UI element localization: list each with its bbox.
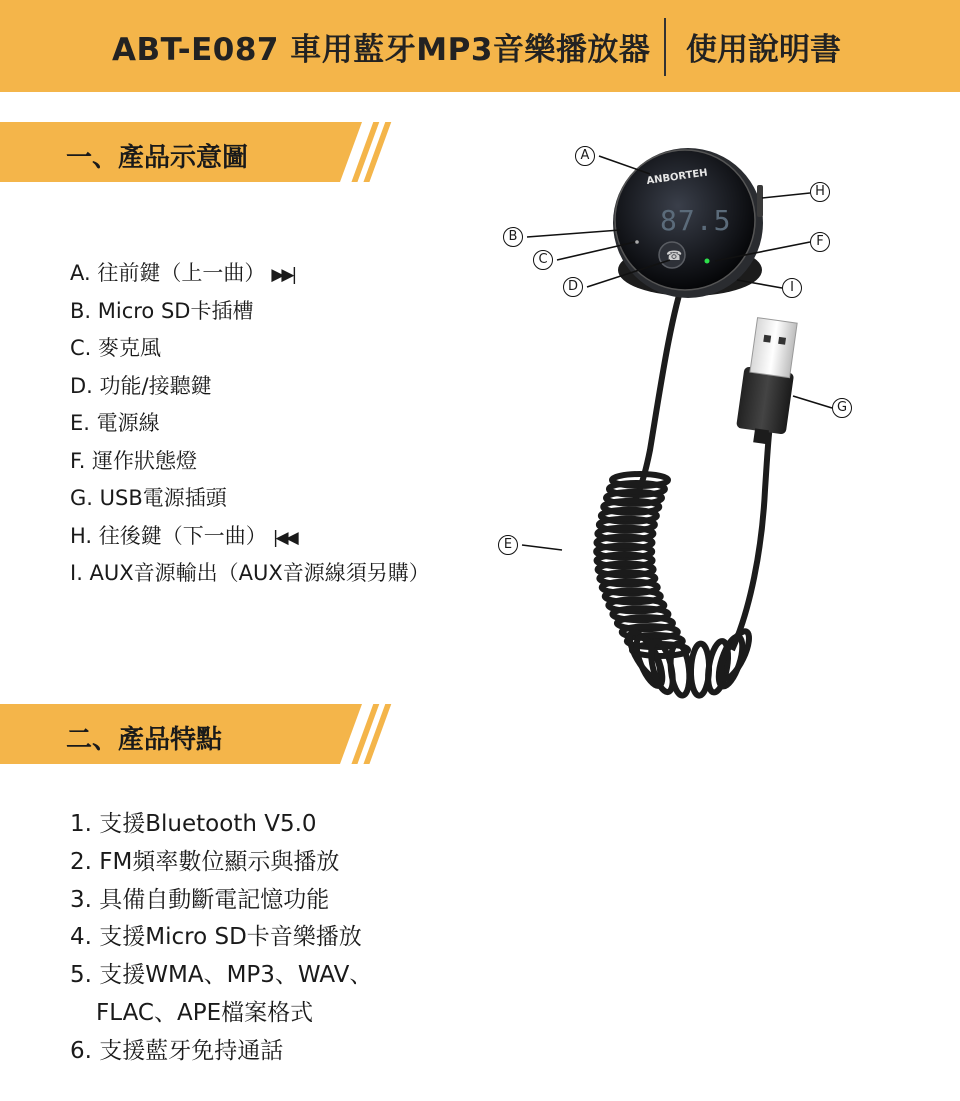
section-title: 二、產品特點 <box>66 725 223 755</box>
part-item: I. AUX音源輸出（AUX音源線須另購） <box>70 561 430 585</box>
header-banner <box>0 0 960 92</box>
prev-track-key <box>757 185 763 217</box>
part-item: D. 功能/接聽鍵 <box>70 373 212 398</box>
features-list <box>70 806 372 1071</box>
document-title: ABT-E087 車用藍牙MP3音樂播放器 <box>112 32 651 68</box>
callout-i: I <box>782 278 802 298</box>
callout-c: C <box>533 250 553 270</box>
feature-item: 2. FM頻率數位顯示與播放 <box>70 848 340 875</box>
coiled-cable <box>596 474 754 696</box>
feature-item: 3. 具備自動斷電記憶功能 <box>70 886 330 913</box>
brand-logo: ANBORTEH <box>645 167 709 187</box>
usb-plug <box>734 317 801 447</box>
section-heading-features <box>0 704 395 764</box>
callout-g: G <box>832 398 852 418</box>
section-title: 一、產品示意圖 <box>66 143 249 173</box>
feature-item: 6. 支援藍牙免持通話 <box>70 1037 284 1064</box>
document-subtitle: 使用說明書 <box>686 32 841 68</box>
next-track-icon: ▶▶| <box>271 265 295 285</box>
product-diagram <box>500 130 860 710</box>
callout-h: H <box>810 182 830 202</box>
bluetooth-device <box>613 148 763 298</box>
previous-track-icon: |◀◀ <box>272 527 296 548</box>
part-item: A. 往前鍵（上一曲） ▶▶| <box>70 261 295 285</box>
part-item: E. 電源線 <box>70 411 160 435</box>
feature-item: 5. 支援WMA、MP3、WAV、 FLAC、APE檔案格式 <box>70 962 373 1026</box>
callout-e: E <box>498 535 518 555</box>
callout-a: A <box>575 146 595 166</box>
usb-cable <box>732 425 770 650</box>
status-led <box>705 259 710 264</box>
feature-item: 1. 支援Bluetooth V5.0 <box>70 811 317 837</box>
microphone-hole <box>635 240 639 244</box>
feature-item: 4. 支援Micro SD卡音樂播放 <box>70 924 362 951</box>
callout-f: F <box>810 232 830 252</box>
parts-list <box>70 258 430 596</box>
callout-d: D <box>563 277 583 297</box>
part-item: F. 運作狀態燈 <box>70 448 198 473</box>
power-cable <box>635 275 685 500</box>
part-item: G. USB電源插頭 <box>70 486 227 510</box>
part-item: C. 麥克風 <box>70 336 162 360</box>
fm-display: 87.5 <box>660 204 732 237</box>
callout-b: B <box>503 227 523 247</box>
title-divider <box>664 18 666 76</box>
part-item: H. 往後鍵（下一曲） |◀◀ <box>70 523 296 548</box>
section-heading-diagram <box>0 122 395 182</box>
part-item: B. Micro SD卡插槽 <box>70 298 254 323</box>
phone-icon: ☎ <box>666 249 683 264</box>
